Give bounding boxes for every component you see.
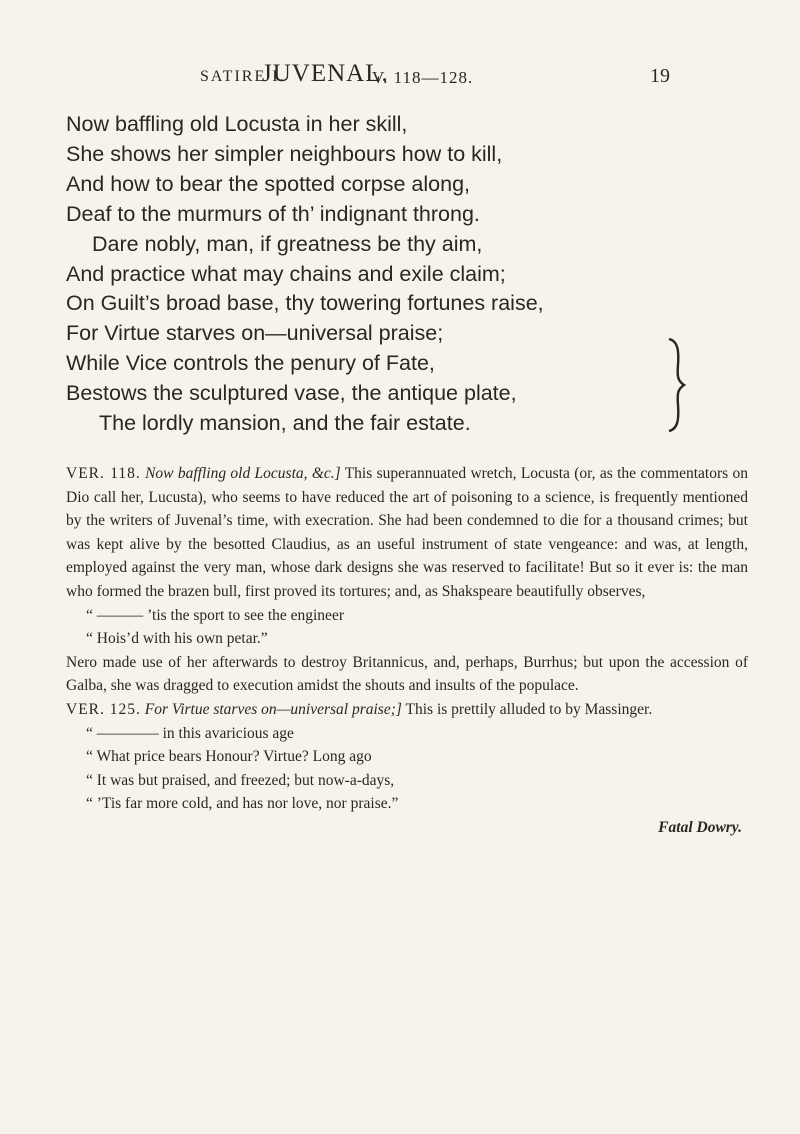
verse-ref: VER. 118. <box>66 465 141 482</box>
poem-line: And how to bear the spotted corpse along, <box>66 171 470 196</box>
note-lemma: Now baffling old Locusta, &c.] <box>145 465 341 482</box>
poem-stanza <box>66 110 706 439</box>
poem-line: The lordly mansion, and the fair estate. <box>99 411 471 436</box>
note-paragraph <box>66 462 748 604</box>
poem-line: On Guilt’s broad base, thy towering fortunes raise, <box>66 291 544 316</box>
poem-line: She shows her simpler neighbours how to kill, <box>66 141 503 166</box>
header-author: JUVENAL. <box>262 60 389 87</box>
page-number: 19 <box>650 65 670 87</box>
quote-line: “ It was but praised, and freezed; but now-a-days, <box>86 771 395 789</box>
note-lemma: For Virtue starves on—universal praise;] <box>144 700 402 718</box>
poem-line: Bestows the sculptured vase, the antique plate, <box>66 381 517 406</box>
quote-line: “ Hois’d with his own petar.” <box>86 630 268 648</box>
poem-line: And practice what may chains and exile claim; <box>66 261 506 286</box>
quote-line: “ What price bears Honour? Virtue? Long ago <box>86 748 372 766</box>
footnotes <box>66 462 748 840</box>
quote-line: “ ———— in this avaricious age <box>86 724 294 742</box>
poem-line: Now baffling old Locusta in her skill, <box>66 112 408 136</box>
triplet-brace <box>666 337 686 433</box>
quote-source: Fatal Dowry. <box>658 818 742 836</box>
note-text: This is prettily alluded to by Massinger. <box>401 700 653 718</box>
header-satire: SATIRE I. <box>200 68 286 85</box>
poem-line: Deaf to the murmurs of th’ indignant throng. <box>66 201 480 226</box>
verse-ref: VER. 125. <box>66 700 141 718</box>
quote-line: “ ’Tis far more cold, and has nor love, nor praise.” <box>86 795 399 813</box>
note-continuation: Nero made use of her afterwards to destroy Britannicus, and, perhaps, Burrhus; but upon the accession of Galba, she was dragged to execution amidst the shouts and insults of the populace. <box>66 653 748 695</box>
poem-line: While Vice controls the penury of Fate, <box>66 351 435 376</box>
poem-line: Dare nobly, man, if greatness be thy aim, <box>92 231 483 256</box>
poem-line: For Virtue starves on—universal praise; <box>66 321 444 346</box>
note-paragraph <box>66 698 748 722</box>
note-text: This superannuated wretch, Locusta (or, as the commentators on Dio call her, Lucusta), who seems to have reduced the art of poisoning to a science, is frequently mentioned by the writers of Juvenal’s time, with execration. She had been condemned to die for a thousand crimes; but was kept alive by the besotted Claudius, as an useful instrument of state vengeance: and was, at length, employed against the very man, whose dark designs she was reserved to facilitate! But so it ever is: the man who formed the brazen bull, first proved its tortures; and, as Shakspeare beautifully observes, <box>66 465 749 600</box>
header-verses: V. 118—128. <box>372 68 474 87</box>
running-header <box>0 60 800 90</box>
quote-line: “ ——— ’tis the sport to see the engineer <box>86 606 344 624</box>
